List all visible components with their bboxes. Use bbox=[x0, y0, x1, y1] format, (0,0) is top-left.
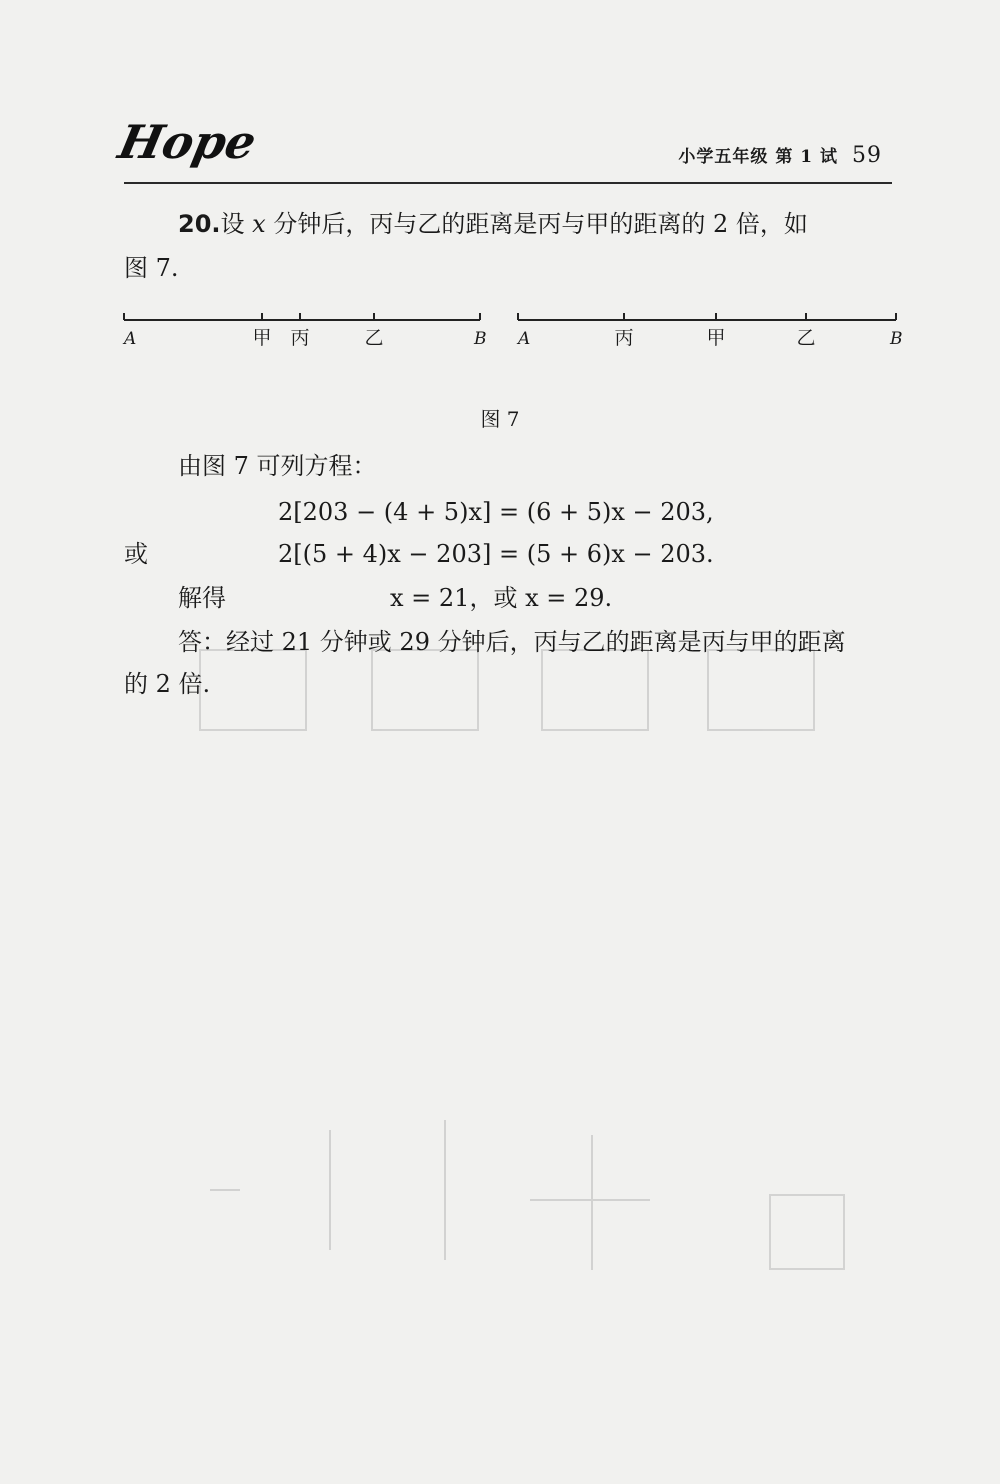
right-line-label-1: 丙 bbox=[614, 327, 634, 349]
solution-intro: 由图 7 可列方程： bbox=[178, 452, 377, 480]
or-label: 或 bbox=[124, 540, 148, 568]
figure-caption: 图 7 bbox=[480, 407, 520, 431]
problem-line-2: 图 7. bbox=[124, 254, 179, 282]
right-line-label-2: 甲 bbox=[706, 327, 726, 349]
left-line-label-3: 乙 bbox=[364, 327, 384, 349]
problem-number: 20. bbox=[178, 210, 221, 238]
header-divider bbox=[124, 182, 892, 184]
right-line-label-4: B bbox=[890, 329, 903, 349]
running-header bbox=[678, 142, 882, 168]
left-line-label-0: A bbox=[124, 329, 137, 349]
solution-result: x = 21，或 x = 29. bbox=[390, 584, 613, 612]
answer-line-1: 答：经过 21 分钟或 29 分钟后，丙与乙的距离是丙与甲的距离 bbox=[178, 628, 846, 656]
left-line-label-2: 丙 bbox=[290, 327, 310, 349]
answer-line-2: 的 2 倍. bbox=[124, 670, 211, 698]
right-line-label-3: 乙 bbox=[796, 327, 816, 349]
figure-7 bbox=[110, 300, 910, 360]
grade-test-label: 小学五年级 第 1 试 bbox=[678, 147, 838, 167]
problem-line-1: 20.设 x 分钟后，丙与乙的距离是丙与甲的距离的 2 倍，如 bbox=[178, 210, 808, 238]
right-line-label-0: A bbox=[518, 329, 531, 349]
equation-1: 2[203 − (4 + 5)x] = (6 + 5)x − 203, bbox=[278, 498, 714, 526]
logo-text: Hope bbox=[113, 114, 262, 169]
left-line-label-4: B bbox=[474, 329, 487, 349]
solve-label: 解得 bbox=[178, 584, 226, 612]
page-number: 59 bbox=[852, 143, 882, 168]
left-line-label-1: 甲 bbox=[252, 327, 272, 349]
hope-logo bbox=[113, 112, 262, 172]
equation-2: 2[(5 + 4)x − 203] = (5 + 6)x − 203. bbox=[278, 540, 714, 568]
bleed-through-artifact bbox=[110, 470, 900, 1370]
